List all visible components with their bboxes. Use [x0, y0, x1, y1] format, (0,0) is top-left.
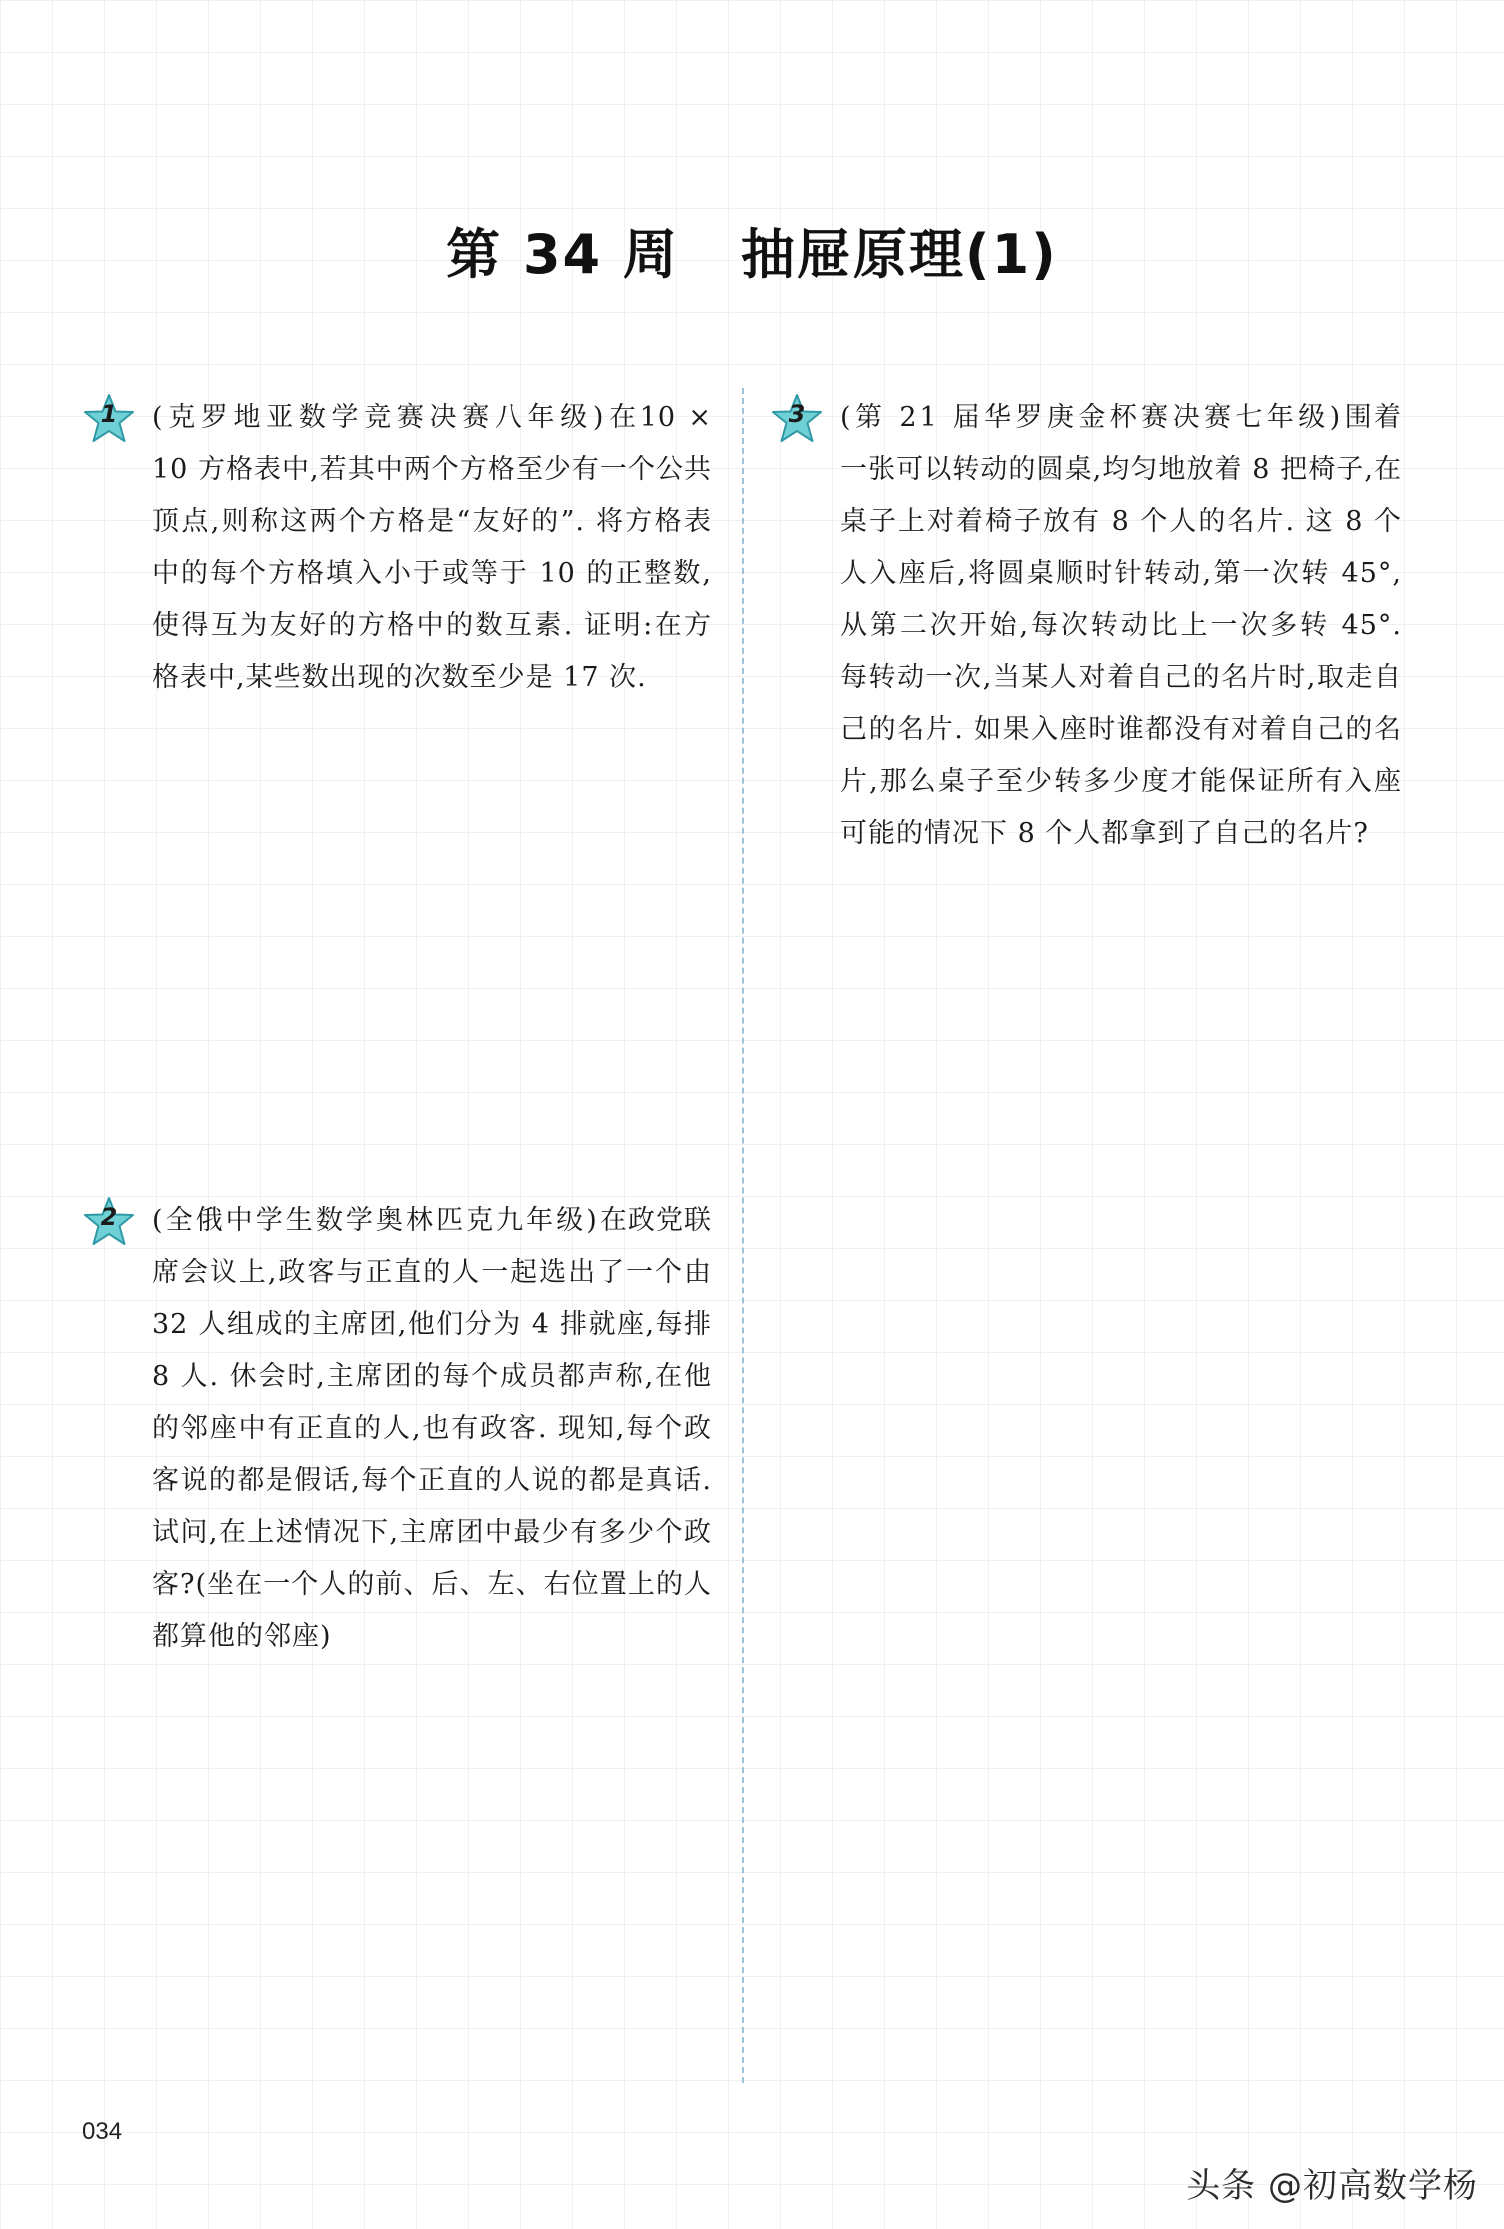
- problem-2: [82, 1195, 712, 1663]
- problem-body: [152, 392, 712, 704]
- problem-source: (克罗地亚数学竞赛决赛八年级): [152, 402, 607, 433]
- problem-number: 1: [100, 400, 118, 428]
- star-icon: [82, 1195, 136, 1249]
- problem-body: [152, 1195, 712, 1663]
- problem-1: [82, 392, 712, 704]
- problem-body: [840, 392, 1402, 860]
- page-number: 034: [82, 2118, 123, 2145]
- week-label: 第 34 周: [446, 223, 679, 286]
- problem-text: 在政党联席会议上,政客与正直的人一起选出了一个由 32 人组成的主席团,他们分为 4 排就座,每排 8 人. 休会时,主席团的每个成员都声称,在他的邻座中有正直的人,也有政客. 现知,每个政客说的都是假话,每个正直的人说的都是真话. 试问,在上述情况下,主席团中最少有多少个政客?(坐在一个人的前、后、左、右位置上的人都算他的邻座): [152, 1205, 712, 1652]
- watermark: 头条 @初高数学杨: [1186, 2166, 1478, 2206]
- column-divider: [742, 388, 744, 2083]
- topic-label: 抽屉原理(1): [740, 223, 1058, 286]
- problem-source: (第 21 届华罗庚金杯赛决赛七年级): [840, 402, 1344, 433]
- problem-source: (全俄中学生数学奥林匹克九年级): [152, 1205, 600, 1236]
- star-icon: [82, 392, 136, 446]
- star-icon: [770, 392, 824, 446]
- problem-text: 在10 × 10 方格表中,若其中两个方格至少有一个公共顶点,则称这两个方格是“友好的”. 将方格表中的每个方格填入小于或等于 10 的正整数,使得互为友好的方格中的数互素. 证明:在方格表中,某些数出现的次数至少是 17 次.: [152, 402, 712, 693]
- problem-number: 2: [100, 1203, 118, 1231]
- problem-3: [770, 392, 1402, 860]
- problem-number: 3: [788, 400, 806, 428]
- problem-text: 围着一张可以转动的圆桌,均匀地放着 8 把椅子,在桌子上对着椅子放有 8 个人的名片. 这 8 个人入座后,将圆桌顺时针转动,第一次转 45°,从第二次开始,每次转动比上一次多转 45°. 每转动一次,当某人对着自己的名片时,取走自己的名片. 如果入座时谁都没有对着自己的名片,那么桌子至少转多少度才能保证所有入座可能的情况下 8 个人都拿到了自己的名片?: [840, 402, 1402, 849]
- page-title: [0, 212, 1504, 289]
